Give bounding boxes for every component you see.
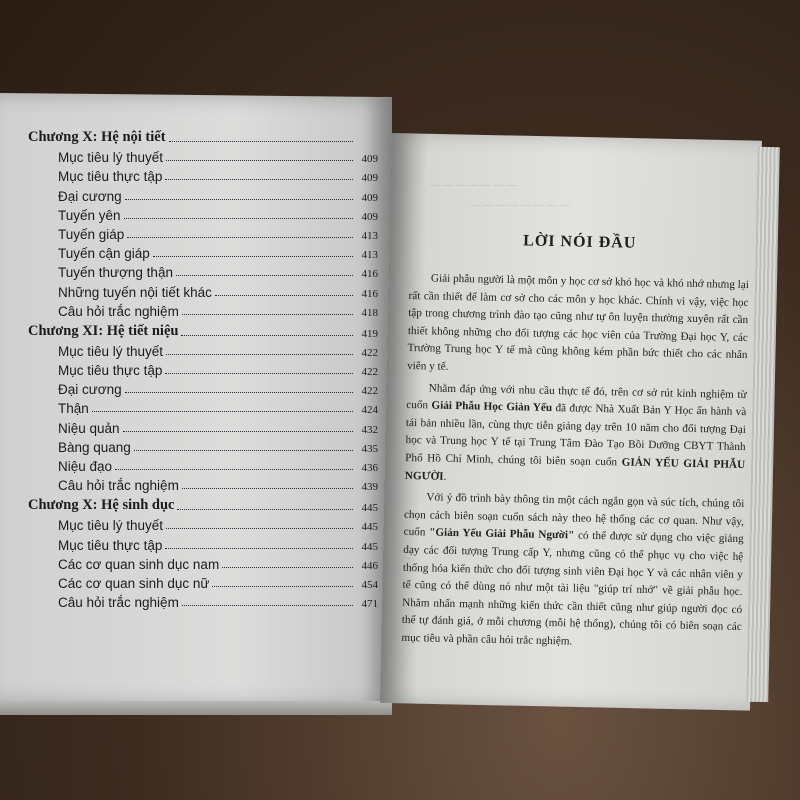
leader-dots — [125, 392, 353, 393]
item-title: Tuyến thượng thận — [58, 265, 173, 281]
leader-dots — [125, 199, 353, 200]
toc-chapter — [28, 493, 378, 514]
leader-dots — [176, 275, 353, 276]
item-title: Mục tiêu lý thuyết — [58, 518, 164, 534]
leader-dots — [166, 160, 353, 161]
item-title: Mục tiêu thực tập — [58, 169, 163, 185]
item-title: Câu hỏi trắc nghiệm — [58, 595, 179, 611]
toc-item — [28, 184, 378, 203]
book-title-bold: Giải Phẫu Học Giản Yếu — [431, 399, 553, 415]
leader-dots — [123, 431, 353, 432]
page-number: 413 — [361, 229, 378, 242]
preface-heading: LỜI NÓI ĐẦU — [522, 232, 637, 252]
page-number: 416 — [361, 268, 378, 281]
item-title: Đại cương — [58, 382, 122, 398]
leader-dots — [165, 179, 353, 180]
item-title: Niệu đạo — [58, 459, 113, 474]
page-number: 409 — [361, 210, 378, 223]
page-number: 422 — [361, 366, 378, 379]
paragraph-text: đã được Nhà Xuất Bản Y Học ấn hành và tái bản nhiều lần, cùng thực tiễn giảng dạy trên 10 năm cho đối tượng Đại học và Trung học Y tế tại Trung Tâm Đào Tạo Bồi Dưỡng CBYT Thành Phố Hồ Chí Minh, chúng tôi biên soạn cuốn — [405, 402, 747, 469]
paragraph-text: Nhằm đáp ứng với nhu cầu thực tế đó, trên cơ sở rút kinh nghiệm từ cuốn — [406, 381, 747, 412]
book-title-bold: GIẢN YẾU GIẢI PHẪU NGƯỜI — [404, 456, 746, 483]
paragraph-text: có thể được sử dụng cho việc giảng dạy các đối tượng Trung cấp Y, nhưng cũng có thể phục vụ cho việc hệ thống hóa kiến thức cho đối tượng sinh viên Đại học Y và các nhân viên y tế cũng có thể dùng nó như một tài liệu "giúp trí nhớ" về giải phẫu học. Nhằm nhấn mạnh những kiến thức cần thiết cũng như giúp người đọc có thể tự đánh giá, ở mỗi chương (mỗi hệ thống), chúng tôi có biên soạn các mục tiêu và phần câu hỏi trắc nghiệm. — [401, 529, 744, 648]
page-number: 409 — [361, 153, 378, 166]
toc-chapter — [28, 125, 378, 146]
leader-dots — [182, 314, 353, 315]
toc-item — [28, 455, 378, 474]
leader-dots — [169, 141, 353, 142]
item-title: Mục tiêu thực tập — [58, 537, 163, 553]
item-title: Mục tiêu thực tập — [58, 363, 163, 379]
toc-chapter — [28, 319, 378, 340]
toc-item — [28, 514, 378, 533]
page-number: 435 — [361, 442, 378, 455]
toc-item — [28, 300, 378, 319]
item-title: Các cơ quan sinh dục nữ — [58, 575, 210, 591]
chapter-title: Chương X: Hệ nội tiết — [28, 129, 166, 145]
page-number: 471 — [361, 598, 378, 611]
leader-dots — [215, 295, 353, 296]
toc-item — [28, 474, 378, 493]
toc-item — [28, 165, 378, 184]
page-number: 432 — [361, 423, 378, 436]
item-title: Những tuyến nội tiết khác — [58, 284, 212, 300]
leader-dots — [165, 548, 353, 549]
item-title: Tuyến cận giáp — [58, 246, 150, 262]
toc-item — [28, 261, 378, 280]
page-number: 419 — [361, 327, 378, 340]
preface-paragraph-2 — [405, 380, 747, 493]
chapter-title: Chương X: Hệ sinh dục — [28, 497, 175, 514]
leader-dots — [177, 509, 353, 510]
toc-item — [28, 204, 378, 223]
item-title: Bàng quang — [58, 439, 131, 455]
page-number: 445 — [361, 502, 378, 515]
toc-item — [28, 146, 378, 165]
leader-dots — [134, 450, 353, 451]
page-number: 454 — [361, 578, 378, 591]
leader-dots — [182, 488, 353, 489]
item-title: Câu hỏi trắc nghiệm — [58, 303, 179, 319]
page-number: 446 — [361, 559, 378, 572]
toc-item — [28, 553, 378, 572]
leader-dots — [212, 586, 353, 587]
chapter-title: Chương XI: Hệ tiết niệu — [28, 322, 179, 339]
toc-item — [28, 572, 378, 591]
page-number: 416 — [361, 287, 378, 300]
leader-dots — [92, 411, 353, 412]
leader-dots — [166, 354, 353, 355]
page-number: 418 — [361, 306, 378, 319]
leader-dots — [165, 373, 353, 374]
bleed-through-text: — — — — — — — — [430, 180, 517, 191]
leader-dots — [115, 469, 353, 470]
item-title: Mục tiêu lý thuyết — [58, 150, 164, 166]
item-title: Thận — [58, 401, 89, 417]
item-title: Mục tiêu lý thuyết — [58, 343, 164, 359]
toc-item — [28, 359, 378, 378]
book-title-bold: "Giản Yếu Giải Phẫu Người" — [429, 526, 575, 542]
table-of-contents — [28, 125, 378, 610]
toc-item — [28, 223, 378, 242]
leader-dots — [127, 237, 353, 238]
preface — [401, 230, 750, 658]
paragraph-text: Với ý đồ trình bày thông tin một cách ngắn gọn và súc tích, chúng tôi chọn cách biên soạn cuốn sách này theo hệ thống các cơ quan. Như vậy, cuốn — [403, 491, 745, 539]
toc-item — [28, 533, 378, 552]
toc-item — [28, 436, 378, 455]
leader-dots — [166, 528, 353, 529]
item-title: Đại cương — [58, 188, 122, 204]
item-title: Tuyến yên — [58, 207, 121, 223]
leader-dots — [153, 256, 353, 257]
page-number: 445 — [361, 540, 378, 553]
toc-item — [28, 416, 378, 435]
leader-dots — [124, 218, 353, 219]
paragraph-text: . — [443, 470, 447, 483]
bleed-through-text: — — — — — — — — — [470, 200, 570, 211]
leader-dots — [182, 605, 353, 606]
toc-item — [28, 378, 378, 397]
toc-item — [28, 242, 378, 261]
toc-item — [28, 591, 378, 610]
toc-item — [28, 397, 378, 416]
page-number: 422 — [361, 346, 378, 359]
leader-dots — [181, 335, 353, 336]
left-page-edge — [0, 701, 392, 715]
leader-dots — [222, 567, 353, 568]
page-number: 413 — [361, 249, 378, 262]
page-number: 422 — [361, 385, 378, 398]
item-title: Câu hỏi trắc nghiệm — [58, 478, 179, 494]
item-title: Tuyến giáp — [58, 226, 125, 242]
toc-item — [28, 340, 378, 359]
page-number: 436 — [361, 462, 378, 474]
page-number: 445 — [361, 521, 378, 534]
item-title: Các cơ quan sinh dục nam — [58, 556, 220, 572]
page-number: 409 — [361, 172, 378, 185]
page-number: 424 — [361, 404, 378, 417]
page-number: 409 — [361, 191, 378, 204]
item-title: Niệu quản — [58, 420, 120, 436]
preface-paragraph-1: Giải phẫu người là một môn y học cơ sở khó học và khó nhớ nhưng lại rất cần thiết để làm cơ sở cho các môn y học khác. Chính vì vậy, việc học tập trong chương trình đào tạo cũng như tự ôn luyện thường xuyên rất cần thiết không những cho đối tượng các học viên của Trường Đại học Y, các Trường Trung học Y tế mà cũng không kém phần bức thiết cho các nhân viên y tế. — [407, 272, 750, 373]
toc-item — [28, 280, 378, 299]
page-number: 439 — [361, 481, 378, 494]
preface-paragraph-3 — [401, 489, 744, 654]
